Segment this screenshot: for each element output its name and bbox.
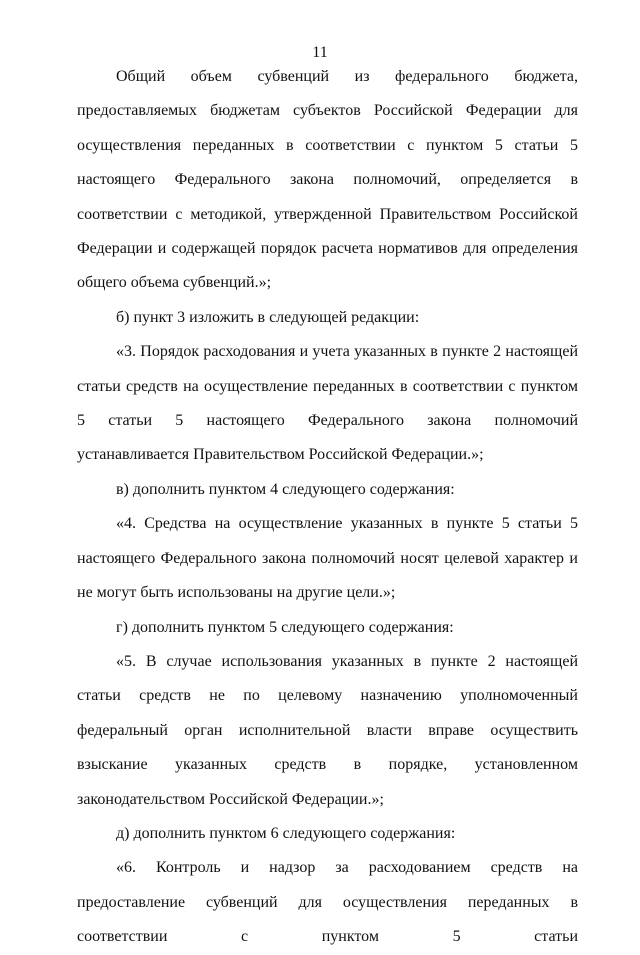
page-number: 11 (312, 44, 328, 61)
paragraph-item-d: д) дополнить пунктом 6 следующего содержания: (116, 824, 456, 842)
paragraph-point-6: «6. Контроль и надзор за расходованием средств на предоставление субвенций для осуществления переданных в соответствии с пунктом 5 статьи (77, 859, 578, 946)
paragraph-item-b: б) пункт 3 изложить в следующей редакции: (116, 308, 420, 326)
paragraph-subvention-volume: Общий объем субвенций из федерального бюджета, предоставляемых бюджетам субъектов Российской Федерации для осуществления переданных в соответствии с пунктом 5 статьи 5 настоящего Федерального закона полномочий, определяется в соответствии с методикой, утвержденной Правительством Российской Федерации и содержащей порядок расчета нормативов для определения общего объема субвенций.»; (77, 68, 578, 292)
paragraph-item-g: г) дополнить пунктом 5 следующего содержания: (116, 618, 454, 636)
paragraph-point-3: «3. Порядок расходования и учета указанных в пункте 2 настоящей статьи средств на осуществление переданных в соответствии с пунктом 5 статьи 5 настоящего Федерального закона полномочий устанавливается Правительством Российской Федерации.»; (77, 343, 578, 464)
paragraph-point-4: «4. Средства на осуществление указанных в пункте 5 статьи 5 настоящего Федерального закона полномочий носят целевой характер и не могут быть использованы на другие цели.»; (77, 515, 578, 602)
document-body (77, 60, 578, 955)
paragraph-point-5: «5. В случае использования указанных в пункте 2 настоящей статьи средств не по целевому назначению уполномоченный федеральный орган исполнительной власти вправе осуществить взыскание указанных средств в порядке, установленном законодательством Российской Федерации.»; (77, 652, 578, 808)
paragraph-item-v: в) дополнить пунктом 4 следующего содержания: (116, 480, 455, 498)
